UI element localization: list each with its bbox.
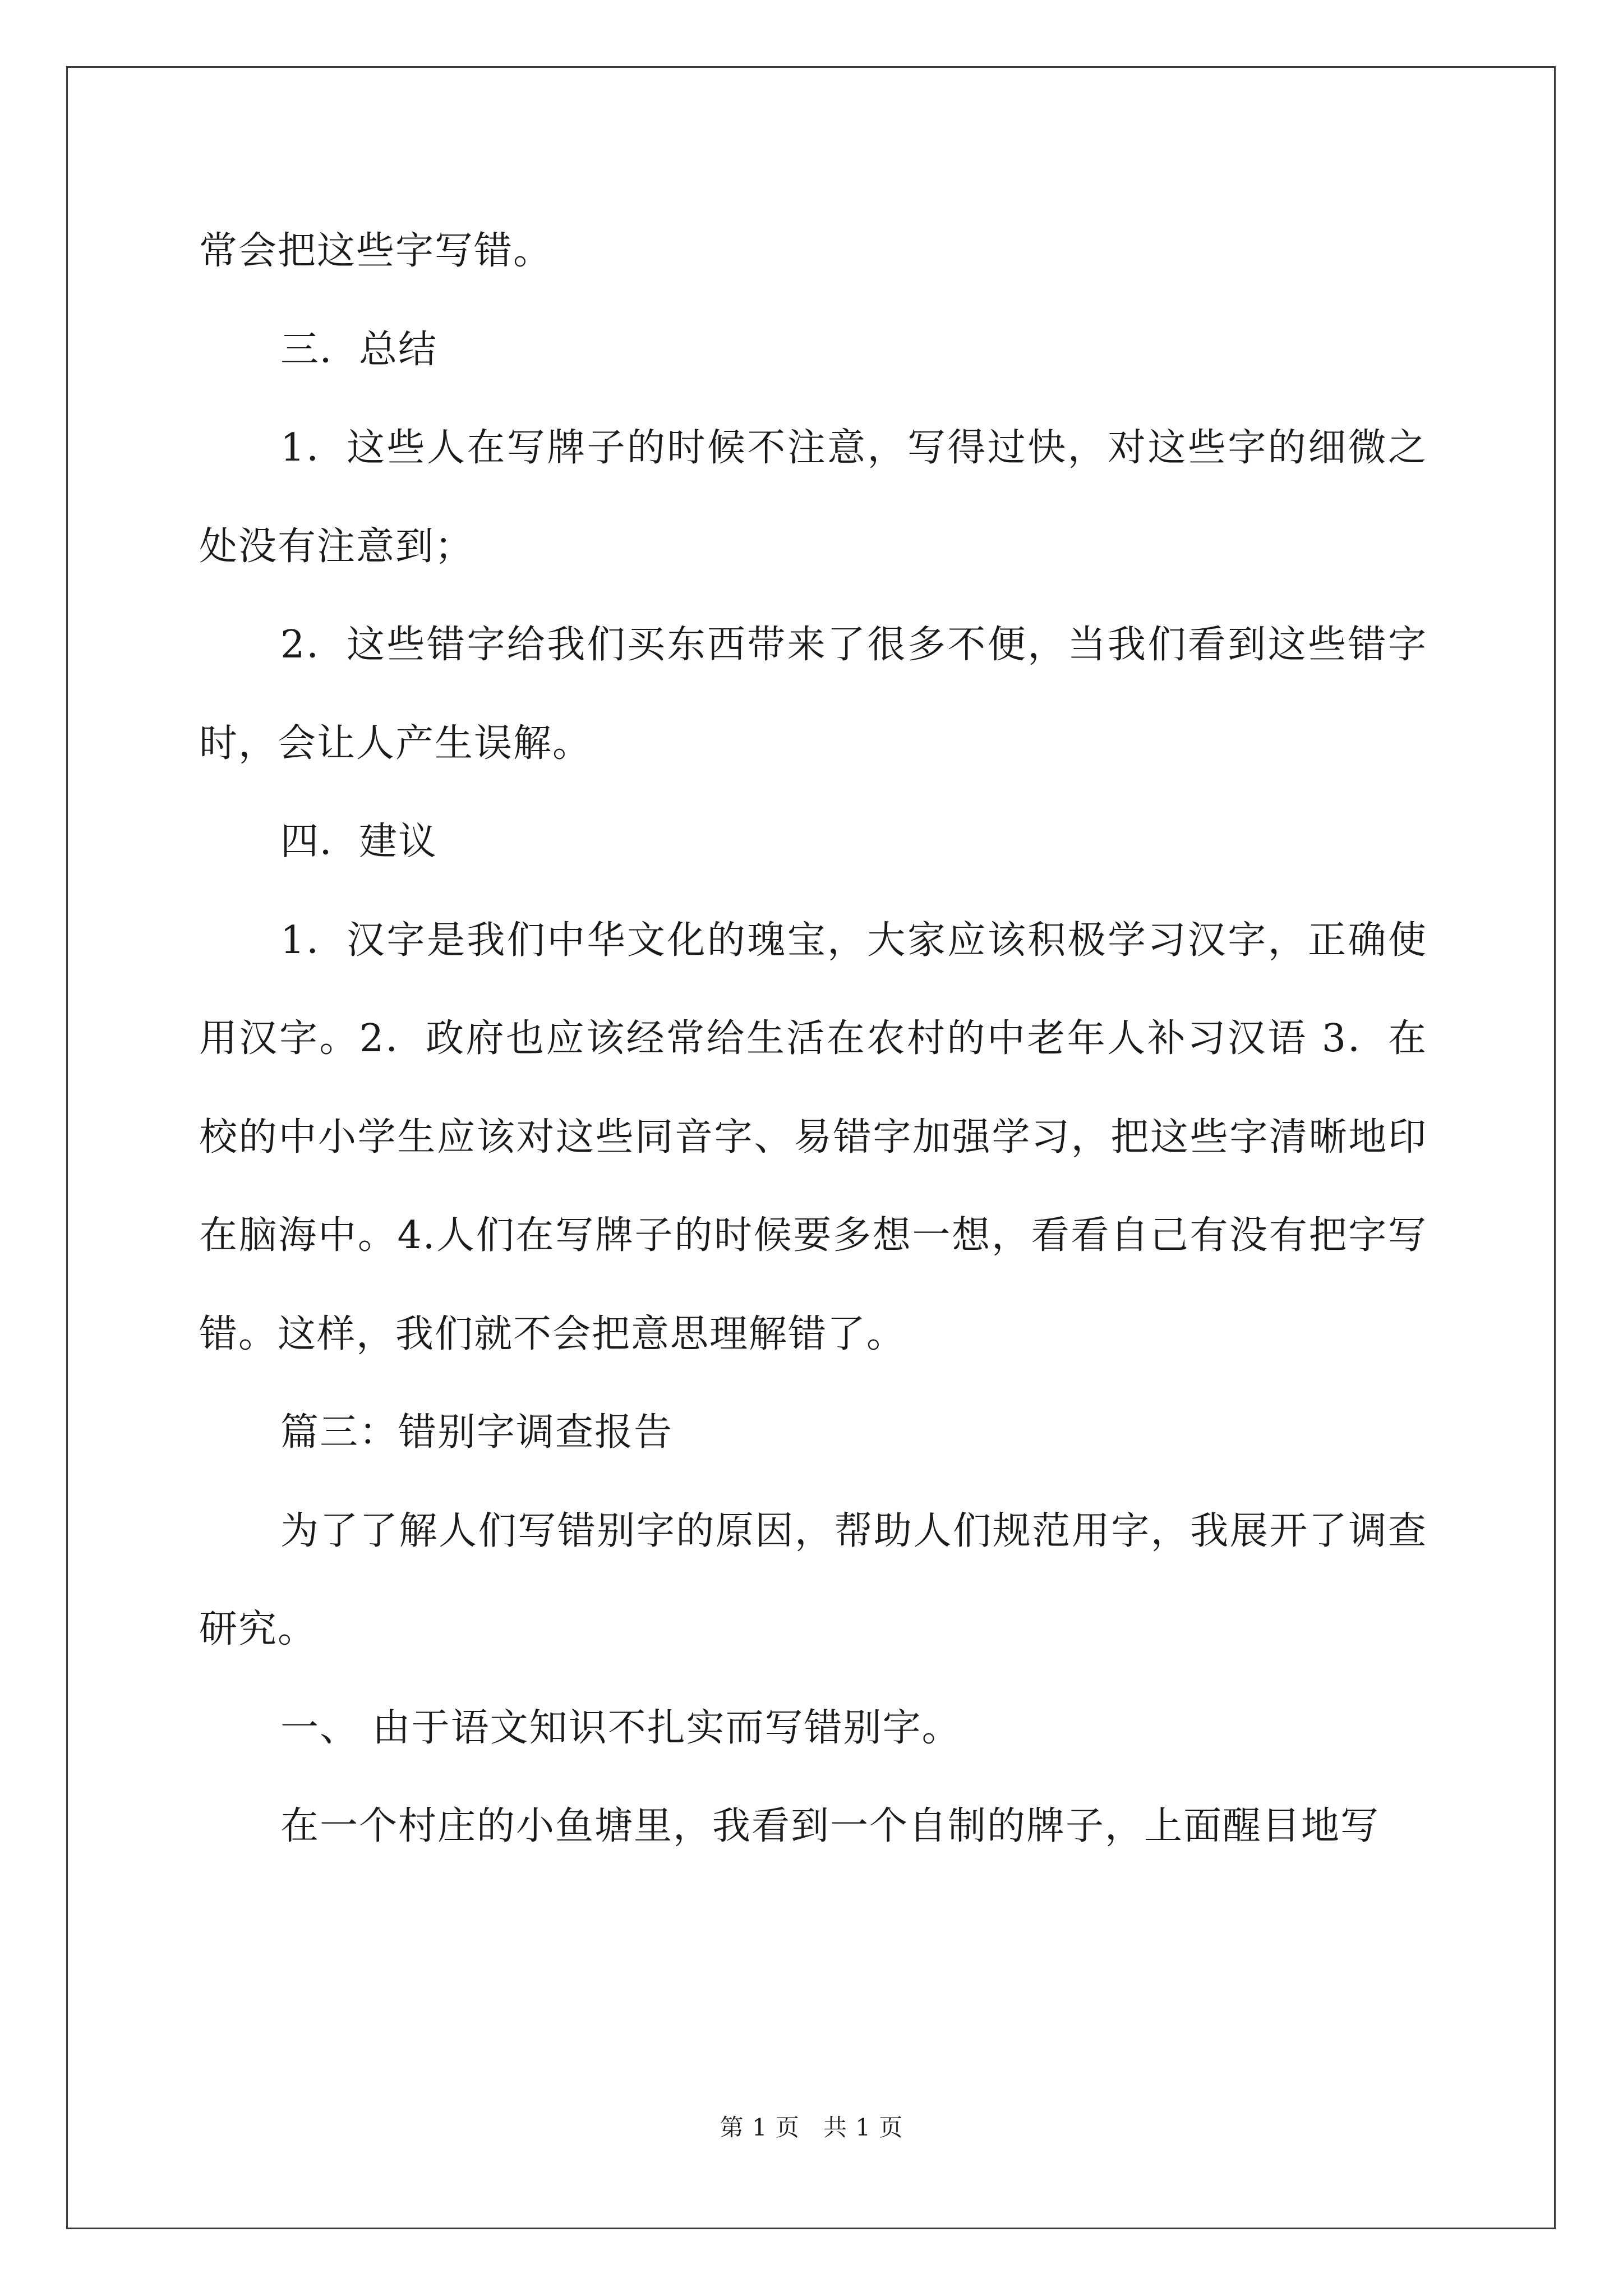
paragraph-intro: 为了了解人们写错别字的原因，帮助人们规范用字，我展开了调查研究。 <box>199 1508 1427 1651</box>
page-number: 第 1 页 <box>720 2114 800 2141</box>
section-heading-one: 一、 由于语文知识不扎实而写错别字。 <box>280 1705 961 1750</box>
article-title: 篇三：错别字调查报告 <box>280 1410 674 1455</box>
paragraph-pond: 在一个村庄的小鱼塘里，我看到一个自制的牌子，上面醒目地写 <box>280 1804 1380 1848</box>
paragraph-suggestions: 1．汉字是我们中华文化的瑰宝，大家应该积极学习汉字，正确使用汉字。2．政府也应该经常给生活在农村的中老年人补习汉语 3．在校的中小学生应该对这些同音字、易错字加强学习，把这些字清晰地印在脑海中。4.人们在写牌子的时候要多想一想，看看自己有没有把字写错。这样，我们就不会把意思理解错了。 <box>199 918 1427 1356</box>
section-heading-summary: 三．总结 <box>280 327 438 372</box>
paragraph-summary-2: 2．这些错字给我们买东西带来了很多不便，当我们看到这些错字时，会让人产生误解。 <box>199 623 1427 766</box>
page-total: 共 1 页 <box>823 2114 903 2141</box>
page-footer <box>0 2109 1623 2143</box>
paragraph-summary-1: 1．这些人在写牌子的时候不注意，写得过快，对这些字的细微之处没有注意到； <box>199 426 1427 569</box>
document-body <box>199 202 1427 1876</box>
section-heading-suggestions: 四．建议 <box>280 820 438 864</box>
paragraph-continuation: 常会把这些字写错。 <box>199 229 553 273</box>
